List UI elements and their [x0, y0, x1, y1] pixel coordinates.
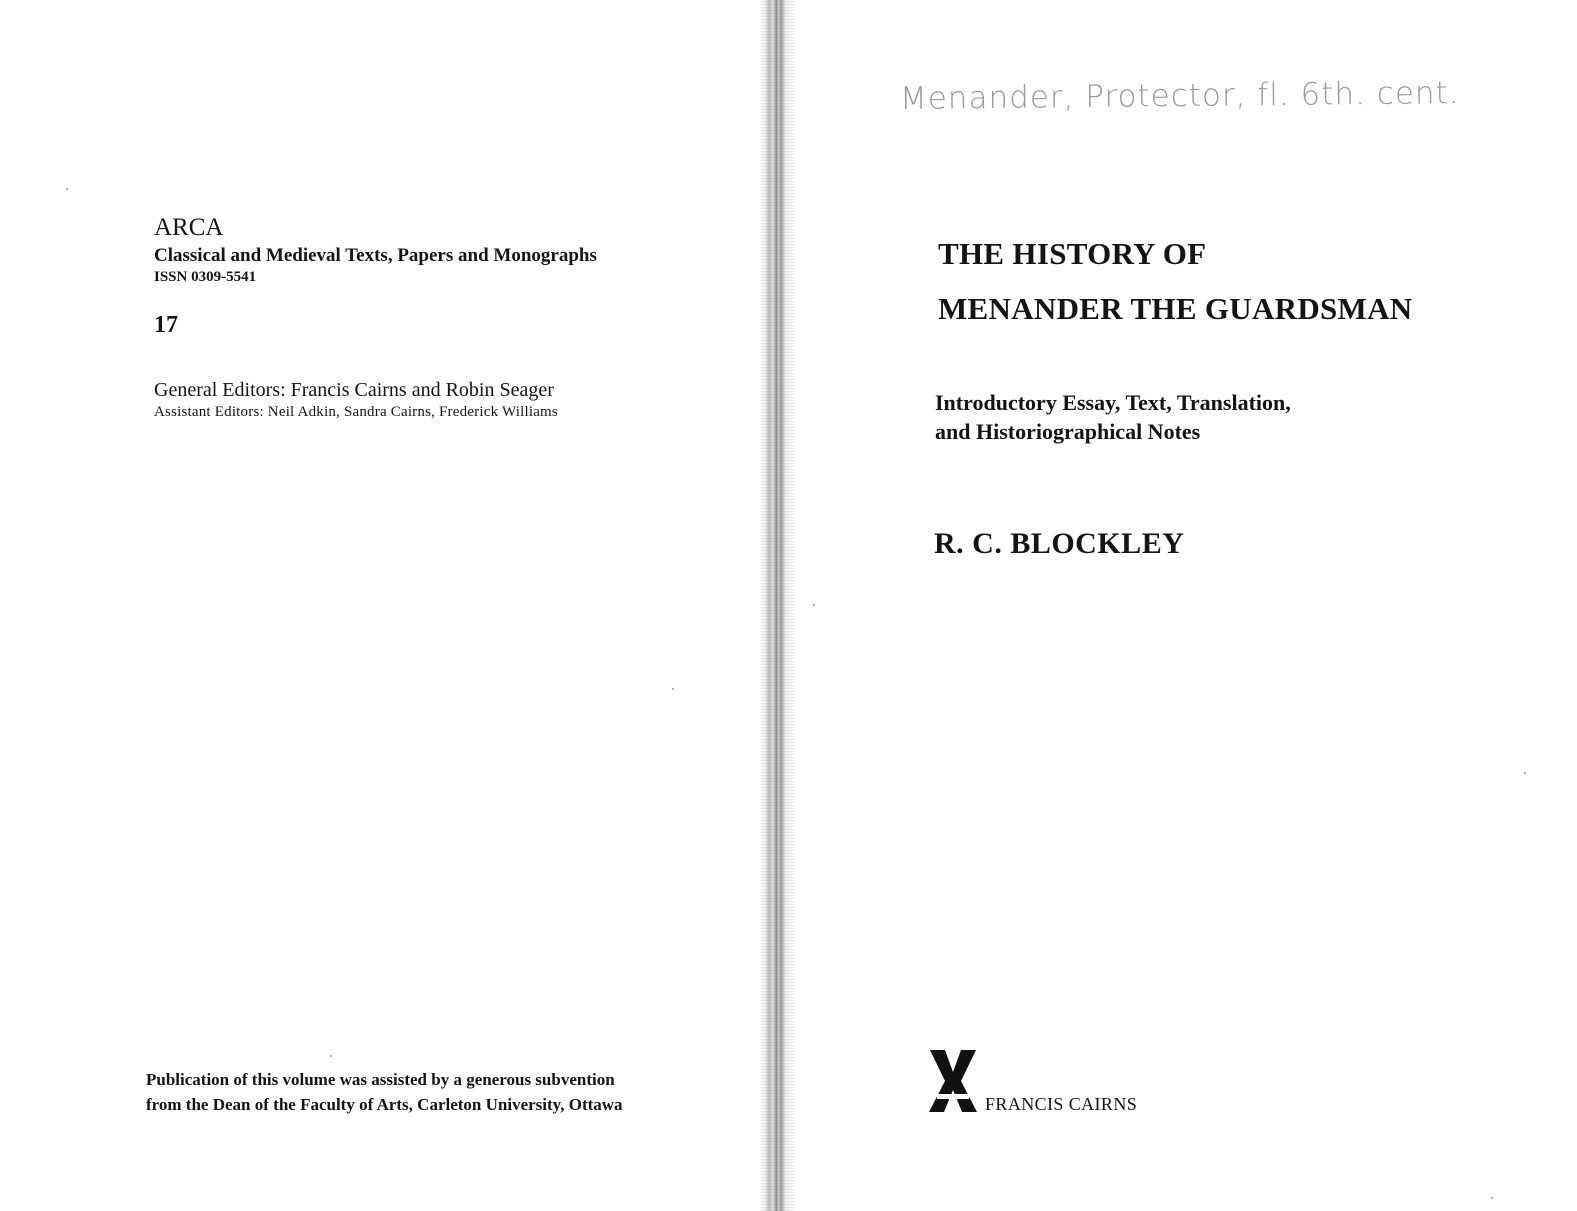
scan-speck — [813, 604, 815, 606]
book-title-line: THE HISTORY OF — [938, 236, 1207, 271]
handwritten-note: Menander, Protector, fl. 6th. cent. — [899, 75, 1460, 117]
book-gutter — [760, 0, 796, 1211]
book-subtitle-line: and Historiographical Notes — [935, 419, 1201, 444]
subvention-line: Publication of this volume was assisted by a generous subvention — [146, 1070, 615, 1089]
scan-speck — [1491, 1197, 1493, 1199]
subvention-line: from the Dean of the Faculty of Arts, Carleton University, Ottawa — [146, 1095, 623, 1114]
series-subtitle: Classical and Medieval Texts, Papers and Monographs — [154, 245, 597, 266]
assistant-editors: Assistant Editors: Neil Adkin, Sandra Cairns, Frederick Williams — [154, 404, 558, 420]
publisher-name: FRANCIS CAIRNS — [985, 1094, 1138, 1114]
general-editors: General Editors: Francis Cairns and Robin Seager — [154, 379, 554, 401]
author-name: R. C. BLOCKLEY — [934, 527, 1185, 560]
scan-speck — [66, 188, 68, 190]
subvention-note — [146, 1067, 623, 1117]
book-subtitle-line: Introductory Essay, Text, Translation, — [935, 390, 1291, 415]
scan-speck — [672, 688, 674, 690]
scan-speck — [330, 1055, 332, 1057]
x-logo-icon — [928, 1050, 978, 1112]
series-title: ARCA — [154, 214, 224, 241]
right-page — [790, 0, 1577, 1211]
left-page — [0, 0, 768, 1211]
issn: ISSN 0309-5541 — [154, 269, 257, 285]
volume-number: 17 — [154, 312, 178, 338]
book-title-line: MENANDER THE GUARDSMAN — [938, 291, 1413, 326]
scan-speck — [1524, 772, 1526, 774]
